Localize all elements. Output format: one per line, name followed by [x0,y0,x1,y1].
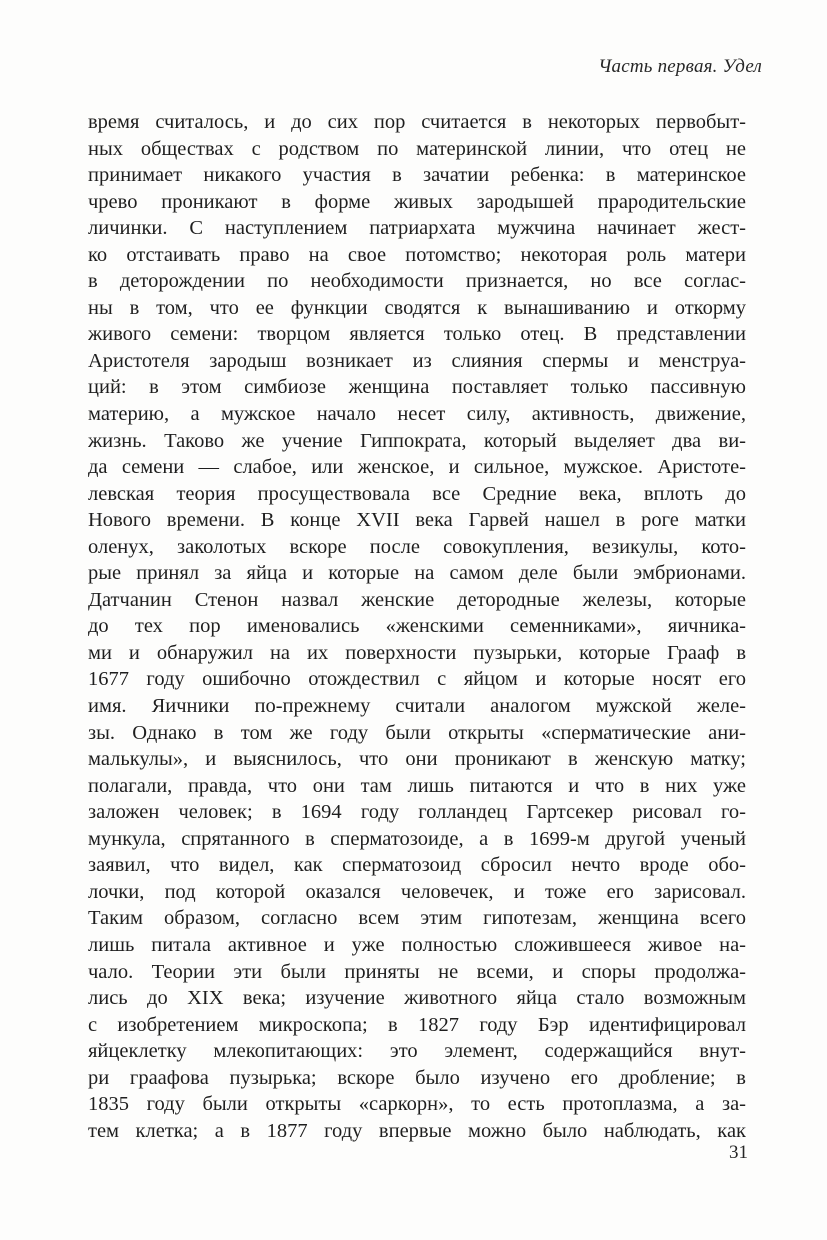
text-line: зы. Однако в том же году были открыты «сперматические ани- [88,721,746,744]
text-line: малькулы», и выяснилось, что они проникают в женскую матку; [88,748,746,771]
running-header: Часть первая. Удел [598,56,762,77]
text-line: заложен человек; в 1694 году голландец Гартсекер рисовал го- [88,801,746,824]
text-line: ко отстаивать право на свое потомство; некоторая роль матери [88,243,746,266]
text-line: в деторождении по необходимости признается, но все соглас- [88,270,746,293]
text-line: ны в том, что ее функции сводятся к вынашиванию и откорму [88,296,746,319]
text-line: чрево проникают в форме живых зародышей прародительские [88,190,746,213]
text-line: чало. Теории эти были приняты не всеми, и споры продолжа- [88,960,746,983]
text-line: с изобретением микроскопа; в 1827 году Бэр идентифицировал [88,1013,746,1036]
text-line: принимает никакого участия в зачатии ребенка: в материнское [88,164,746,187]
text-line: лишь питала активное и уже полностью сложившееся живое на- [88,933,746,956]
text-line: Нового времени. В конце XVII века Гарвей нашел в роге матки [88,509,746,532]
text-line: оленух, заколотых вскоре после совокупления, везикулы, кото- [88,535,746,558]
page-number: 31 [729,1142,748,1163]
text-line: лись до XIX века; изучение животного яйца стало возможным [88,987,746,1010]
text-line: да семени — слабое, или женское, и сильное, мужское. Аристоте- [88,456,746,479]
text-line: яйцеклетку млекопитающих: это элемент, содержащийся внут- [88,1040,746,1063]
body-text [88,109,746,1144]
text-line: Датчанин Стенон назвал женские детородные железы, которые [88,588,746,611]
text-line: рые принял за яйца и которые на самом деле были эмбрионами. [88,562,746,585]
text-line: 1677 году ошибочно отождествил с яйцом и которые носят его [88,668,746,691]
text-line: ных обществах с родством по материнской линии, что отец не [88,137,746,160]
text-line: материю, а мужское начало несет силу, активность, движение, [88,403,746,426]
text-line: тем клетка; а в 1877 году впервые можно было наблюдать, как [88,1119,746,1142]
text-line: Аристотеля зародыш возникает из слияния спермы и менструа- [88,349,746,372]
text-line: левская теория просуществовала все Средние века, вплоть до [88,482,746,505]
text-line: ми и обнаружил на их поверхности пузырьки, которые Грааф в [88,641,746,664]
text-line: 1835 году были открыты «саркорн», то есть протоплазма, а за- [88,1093,746,1116]
text-line: жизнь. Таково же учение Гиппократа, который выделяет два ви- [88,429,746,452]
text-line: полагали, правда, что они там лишь питаются и что в них уже [88,774,746,797]
text-line: имя. Яичники по-прежнему считали аналогом мужской желе- [88,695,746,718]
text-line: живого семени: творцом является только отец. В представлении [88,323,746,346]
text-line: личинки. С наступлением патриархата мужчина начинает жест- [88,217,746,240]
text-line: заявил, что видел, как сперматозоид сбросил нечто вроде обо- [88,854,746,877]
text-line: ри граафова пузырька; вскоре было изучено его дробление; в [88,1066,746,1089]
text-line: мункула, спрятанного в сперматозоиде, а в 1699-м другой ученый [88,827,746,850]
text-line: лочки, под которой оказался человечек, и тоже его зарисовал. [88,880,746,903]
text-line: Таким образом, согласно всем этим гипотезам, женщина всего [88,907,746,930]
text-line: время считалось, и до сих пор считается в некоторых первобыт- [88,111,746,133]
text-line: ций: в этом симбиозе женщина поставляет только пассивную [88,376,746,399]
text-line: до тех пор именовались «женскими семенниками», яичника- [88,615,746,638]
